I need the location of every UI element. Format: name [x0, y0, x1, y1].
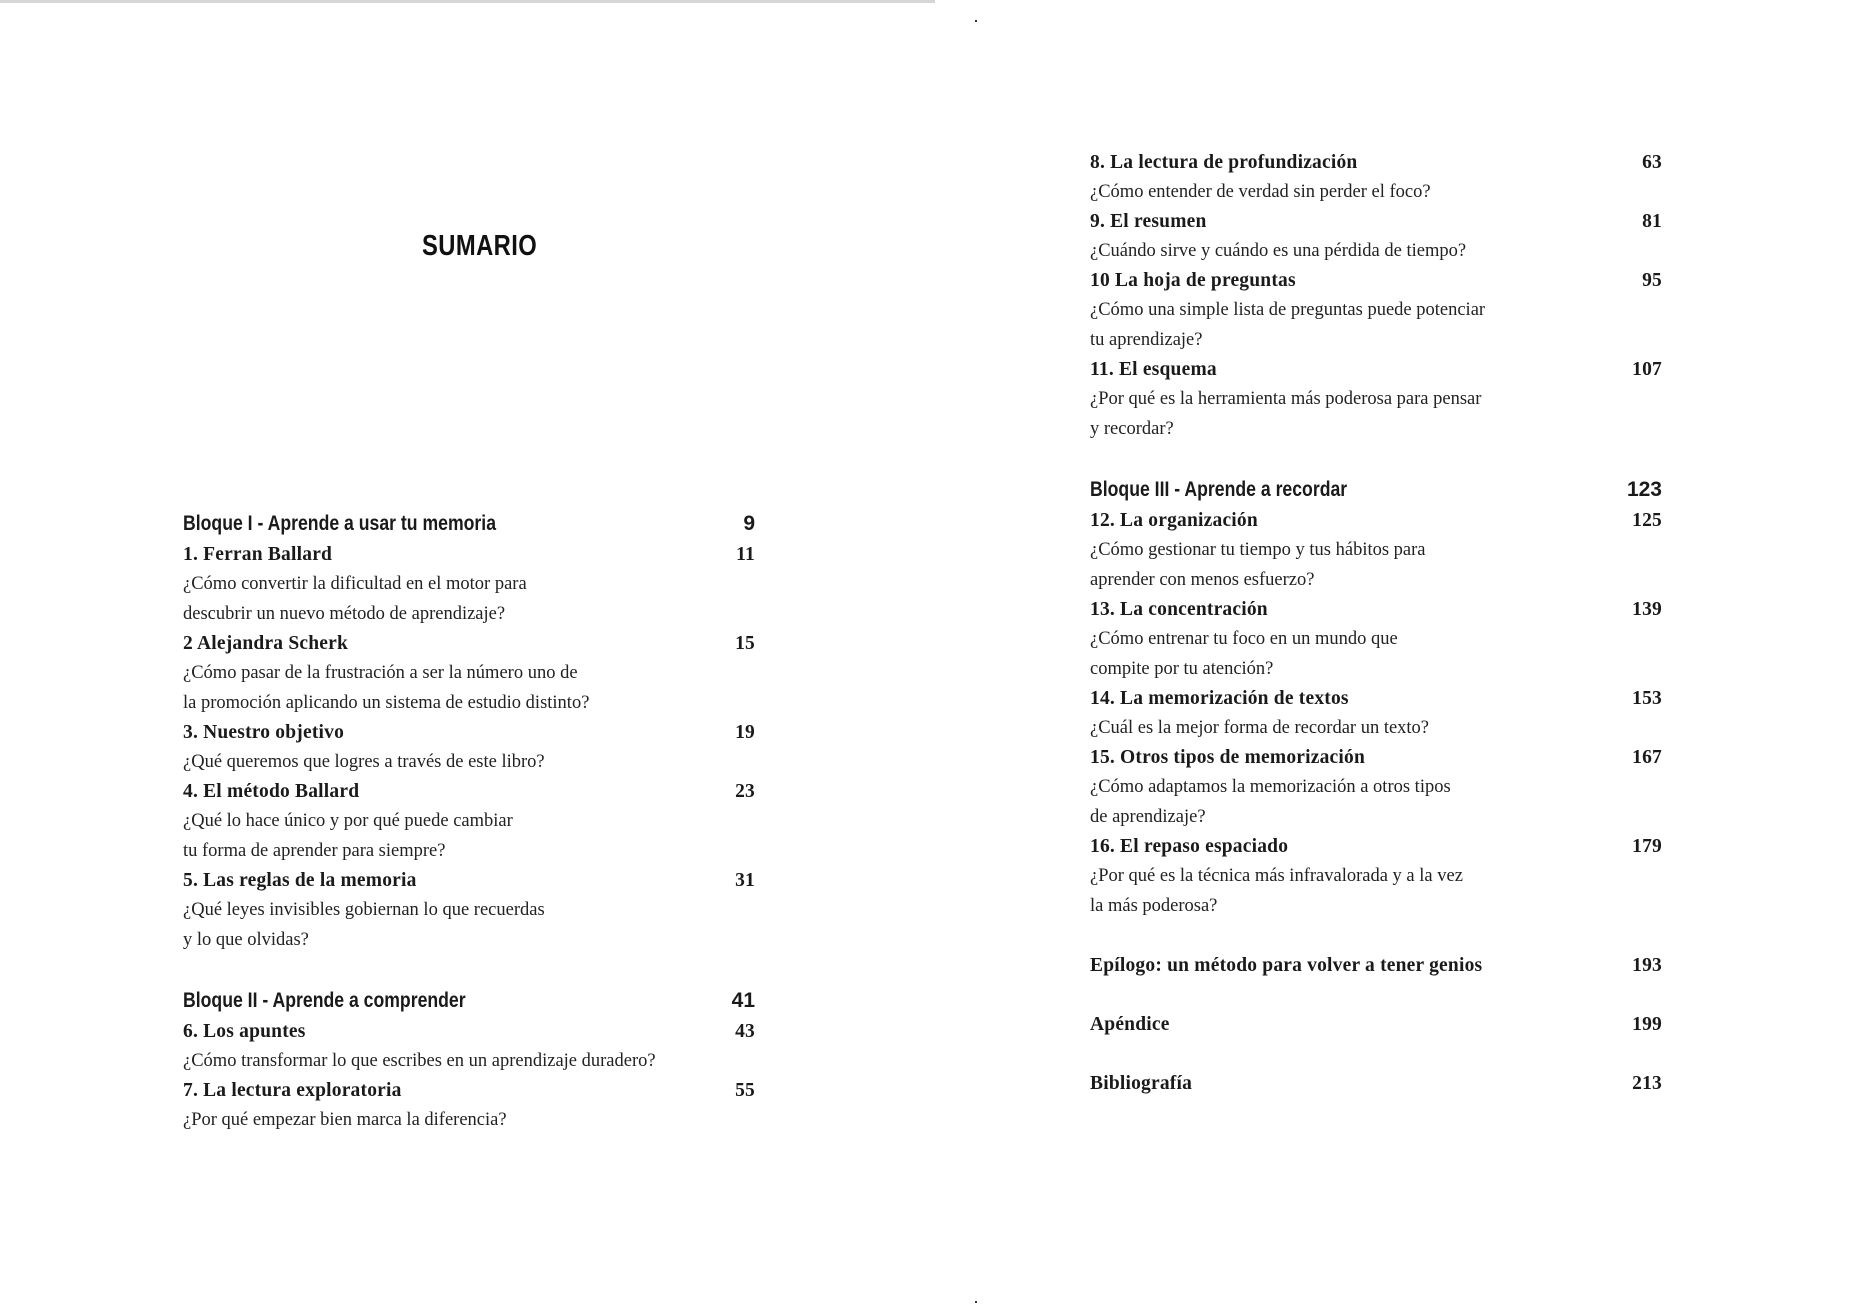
toc-chapter-entry[interactable] — [183, 1076, 755, 1135]
toc-entry-title: Bloque II - Aprende a comprender — [183, 989, 466, 1012]
toc-page-number: 31 — [735, 870, 755, 891]
page-mark — [975, 20, 977, 22]
toc-chapter-heading — [183, 1017, 755, 1046]
toc-chapter-entry[interactable] — [1090, 506, 1662, 595]
toc-chapter-entry[interactable] — [1090, 355, 1662, 444]
toc-entry-question: ¿Cómo adaptamos la memorización a otros tipos — [1090, 777, 1451, 797]
toc-entry-question: ¿Cómo gestionar tu tiempo y tus hábitos para — [1090, 540, 1426, 560]
toc-chapter-entry[interactable] — [1090, 207, 1662, 266]
toc-chapter-heading — [183, 718, 755, 747]
toc-entry-question: descubrir un nuevo método de aprendizaje? — [183, 604, 506, 624]
toc-chapter-heading — [183, 777, 755, 806]
toc-entry-question: ¿Cómo una simple lista de preguntas puede potenciar — [1090, 300, 1486, 320]
toc-left — [183, 508, 755, 1135]
toc-spacer — [1090, 980, 1662, 1010]
toc-block-entry[interactable] — [183, 508, 755, 540]
toc-entry-question: aprender con menos esfuerzo? — [1090, 570, 1315, 590]
toc-entry-question: la promoción aplicando un sistema de estudio distinto? — [183, 693, 590, 713]
toc-chapter-entry[interactable] — [1090, 951, 1662, 980]
toc-chapter-entry[interactable] — [1090, 1010, 1662, 1039]
toc-entry-title: Apéndice — [1090, 1014, 1170, 1035]
toc-entry-question: ¿Qué queremos que logres a través de este libro? — [183, 752, 545, 772]
toc-entry-title: Bibliografía — [1090, 1073, 1193, 1094]
toc-entry-question: ¿Cómo pasar de la frustración a ser la número uno de — [183, 663, 578, 683]
toc-chapter-heading — [1090, 743, 1662, 772]
toc-entry-question: de aprendizaje? — [1090, 807, 1206, 827]
toc-entry-title: Bloque I - Aprende a usar tu memoria — [183, 512, 497, 535]
toc-entry-question: y recordar? — [1090, 419, 1174, 439]
toc-page-number: 81 — [1642, 211, 1662, 232]
toc-chapter-entry[interactable] — [1090, 595, 1662, 684]
toc-chapter-entry[interactable] — [183, 718, 755, 777]
toc-entry-title: 3. Nuestro objetivo — [183, 722, 345, 743]
toc-chapter-heading — [1090, 355, 1662, 384]
page-title: SUMARIO — [422, 230, 538, 262]
toc-chapter-heading — [183, 540, 755, 569]
toc-page-number: 19 — [735, 722, 755, 743]
toc-chapter-entry[interactable] — [183, 1017, 755, 1076]
toc-entry-question: ¿Cuándo sirve y cuándo es una pérdida de tiempo? — [1090, 241, 1467, 261]
toc-chapter-entry[interactable] — [1090, 266, 1662, 355]
toc-chapter-heading — [1090, 148, 1662, 177]
toc-chapter-heading — [1090, 207, 1662, 236]
toc-entry-title: 5. Las reglas de la memoria — [183, 870, 417, 891]
toc-spacer — [183, 955, 755, 985]
top-page-edge — [0, 0, 935, 3]
toc-chapter-heading — [183, 866, 755, 895]
toc-page-number: 179 — [1632, 836, 1662, 857]
toc-entry-question: tu aprendizaje? — [1090, 330, 1203, 350]
toc-entry-question: compite por tu atención? — [1090, 659, 1274, 679]
page-mark — [975, 1301, 977, 1303]
toc-chapter-heading — [1090, 1069, 1662, 1098]
toc-page-number: 139 — [1632, 599, 1662, 620]
toc-chapter-heading — [1090, 595, 1662, 624]
toc-page-number: 199 — [1632, 1014, 1662, 1035]
toc-page-number: 55 — [735, 1080, 755, 1101]
toc-entry-title: 9. El resumen — [1090, 211, 1207, 232]
toc-page-number: 43 — [735, 1021, 755, 1042]
toc-entry-question: ¿Por qué empezar bien marca la diferencia? — [183, 1110, 507, 1130]
toc-block-heading — [183, 985, 755, 1017]
toc-chapter-heading — [1090, 832, 1662, 861]
toc-spacer — [1090, 1039, 1662, 1069]
toc-entry-question: ¿Cuál es la mejor forma de recordar un texto? — [1090, 718, 1430, 738]
toc-entry-question: ¿Por qué es la herramienta más poderosa para pensar — [1090, 389, 1482, 409]
toc-chapter-heading — [1090, 506, 1662, 535]
toc-entry-title: 1. Ferran Ballard — [183, 544, 333, 565]
toc-page-number: 167 — [1632, 747, 1662, 768]
toc-entry-question: la más poderosa? — [1090, 896, 1218, 916]
toc-chapter-entry[interactable] — [1090, 1069, 1662, 1098]
toc-spacer — [1090, 921, 1662, 951]
toc-block-entry[interactable] — [1090, 474, 1662, 506]
toc-entry-title: 12. La organización — [1090, 510, 1258, 531]
toc-block-heading — [183, 508, 755, 540]
toc-page-number: 123 — [1626, 478, 1662, 501]
toc-entry-title: Bloque III - Aprende a recordar — [1090, 478, 1348, 501]
toc-entry-question: ¿Cómo entrenar tu foco en un mundo que — [1090, 629, 1398, 649]
toc-right — [1090, 148, 1662, 1098]
toc-chapter-heading — [183, 629, 755, 658]
toc-entry-title: 16. El repaso espaciado — [1090, 836, 1289, 857]
toc-entry-title: 10 La hoja de preguntas — [1090, 270, 1296, 291]
toc-entry-title: 2 Alejandra Scherk — [183, 633, 349, 654]
toc-spacer — [1090, 444, 1662, 474]
toc-entry-question: ¿Por qué es la técnica más infravalorada y a la vez — [1090, 866, 1463, 886]
toc-entry-title: 8. La lectura de profundización — [1090, 152, 1358, 173]
toc-chapter-entry[interactable] — [1090, 148, 1662, 207]
toc-page-number: 107 — [1632, 359, 1662, 380]
toc-page-number: 63 — [1642, 152, 1662, 173]
toc-chapter-heading — [183, 1076, 755, 1105]
toc-page-number: 23 — [735, 781, 755, 802]
toc-entry-title: 14. La memorización de textos — [1090, 688, 1349, 709]
toc-entry-question: y lo que olvidas? — [183, 930, 309, 950]
toc-entry-question: ¿Cómo convertir la dificultad en el motor para — [183, 574, 527, 594]
toc-chapter-entry[interactable] — [183, 629, 755, 718]
toc-page-number: 95 — [1642, 270, 1662, 291]
toc-page-number: 41 — [731, 989, 755, 1012]
toc-entry-title: 15. Otros tipos de memorización — [1090, 747, 1366, 768]
toc-chapter-heading — [1090, 1010, 1662, 1039]
toc-entry-question: tu forma de aprender para siempre? — [183, 841, 446, 861]
toc-chapter-heading — [1090, 266, 1662, 295]
toc-entry-question: ¿Cómo entender de verdad sin perder el foco? — [1090, 182, 1431, 202]
toc-chapter-heading — [1090, 951, 1662, 980]
toc-entry-title: 6. Los apuntes — [183, 1021, 306, 1042]
toc-entry-title: 13. La concentración — [1090, 599, 1268, 620]
toc-page-number: 11 — [736, 544, 755, 565]
toc-chapter-entry[interactable] — [183, 777, 755, 866]
toc-chapter-entry[interactable] — [1090, 832, 1662, 921]
toc-entry-question: ¿Qué lo hace único y por qué puede cambiar — [183, 811, 513, 831]
toc-page-number: 193 — [1632, 955, 1662, 976]
toc-block-entry[interactable] — [183, 985, 755, 1017]
toc-entry-question: ¿Cómo transformar lo que escribes en un aprendizaje duradero? — [183, 1051, 656, 1071]
toc-chapter-entry[interactable] — [1090, 684, 1662, 743]
toc-chapter-heading — [1090, 684, 1662, 713]
toc-page-number: 125 — [1632, 510, 1662, 531]
toc-page-number: 153 — [1632, 688, 1662, 709]
toc-chapter-entry[interactable] — [183, 540, 755, 629]
toc-entry-title: Epílogo: un método para volver a tener genios — [1090, 955, 1483, 976]
toc-page-number: 213 — [1632, 1073, 1662, 1094]
toc-entry-title: 4. El método Ballard — [183, 781, 360, 802]
toc-chapter-entry[interactable] — [183, 866, 755, 955]
toc-entry-question: ¿Qué leyes invisibles gobiernan lo que recuerdas — [183, 900, 545, 920]
toc-page-number: 15 — [735, 633, 755, 654]
toc-entry-title: 7. La lectura exploratoria — [183, 1080, 402, 1101]
toc-block-heading — [1090, 474, 1662, 506]
toc-chapter-entry[interactable] — [1090, 743, 1662, 832]
toc-page-number: 9 — [743, 512, 755, 535]
toc-entry-title: 11. El esquema — [1090, 359, 1217, 380]
